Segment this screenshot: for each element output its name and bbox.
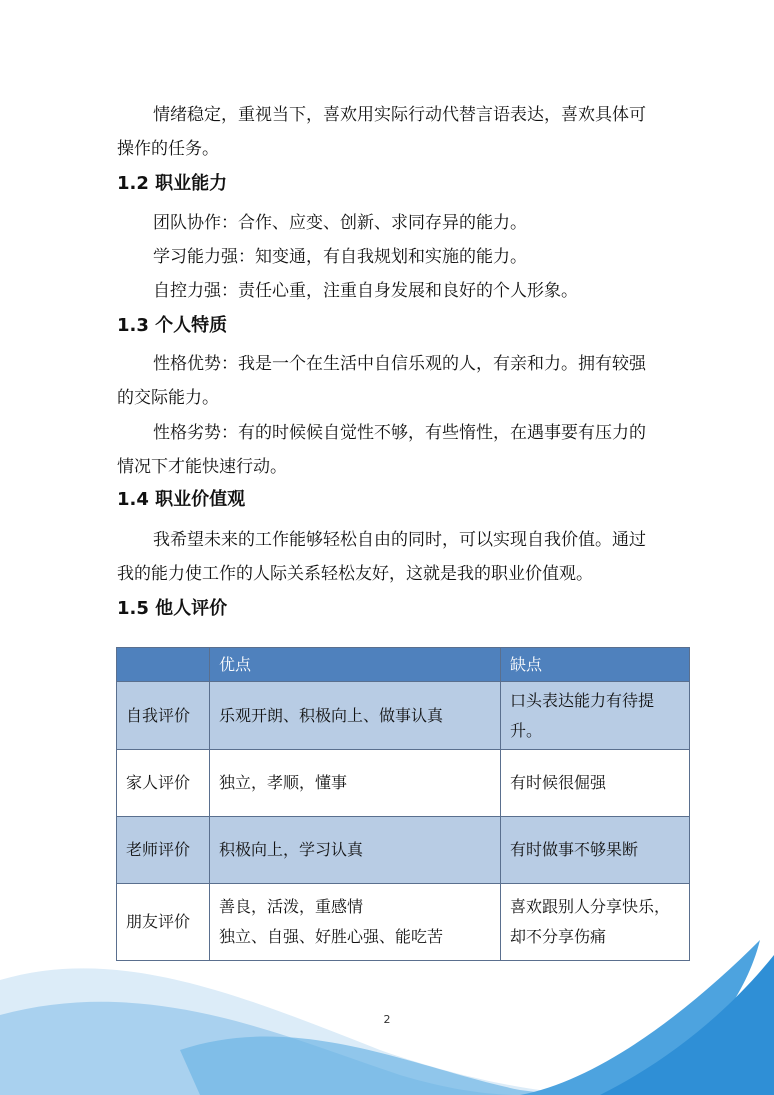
cons-cell: 有时做事不够果断 bbox=[501, 817, 690, 884]
paragraph-selfcontrol: 自控力强：责任心重，注重自身发展和良好的个人形象。 bbox=[153, 281, 578, 301]
paragraph-weakness: 性格劣势：有的时候候自觉性不够，有些惰性，在遇事要有压力的情况下才能快速行动。 bbox=[117, 423, 646, 477]
table-row bbox=[117, 682, 690, 750]
cons-cell: 喜欢跟别人分享快乐，却不分享伤痛 bbox=[501, 884, 690, 961]
table-row bbox=[117, 750, 690, 817]
table-row bbox=[117, 817, 690, 884]
row-label: 家人评价 bbox=[117, 750, 210, 817]
pros-cell: 善良，活泼，重感情 独立、自强、好胜心强、能吃苦 bbox=[210, 884, 501, 961]
paragraph-learning: 学习能力强：知变通，有自我规划和实施的能力。 bbox=[153, 247, 527, 267]
heading-others-evaluation: 1.5 他人评价 bbox=[117, 598, 228, 619]
pros-cell: 积极向上，学习认真 bbox=[210, 817, 501, 884]
header-pros: 优点 bbox=[210, 648, 501, 682]
paragraph-strength: 性格优势：我是一个在生活中自信乐观的人，有亲和力。拥有较强的交际能力。 bbox=[117, 354, 646, 408]
paragraph-values: 我希望未来的工作能够轻松自由的同时，可以实现自我价值。通过我的能力使工作的人际关系轻松友好，这就是我的职业价值观。 bbox=[117, 530, 646, 584]
paragraph-team: 团队协作：合作、应变、创新、求同存异的能力。 bbox=[153, 213, 527, 233]
pros-cell: 独立，孝顺，懂事 bbox=[210, 750, 501, 817]
paragraph-emotion: 情绪稳定，重视当下，喜欢用实际行动代替言语表达，喜欢具体可操作的任务。 bbox=[117, 105, 646, 159]
evaluation-table bbox=[116, 647, 690, 961]
cons-cell: 有时候很倔强 bbox=[501, 750, 690, 817]
heading-career-values: 1.4 职业价值观 bbox=[117, 489, 246, 510]
header-blank bbox=[117, 648, 210, 682]
row-label: 老师评价 bbox=[117, 817, 210, 884]
header-cons: 缺点 bbox=[501, 648, 690, 682]
row-label: 朋友评价 bbox=[117, 884, 210, 961]
heading-career-ability: 1.2 职业能力 bbox=[117, 173, 228, 194]
row-label: 自我评价 bbox=[117, 682, 210, 750]
page-number: 2 bbox=[383, 1013, 391, 1026]
pros-cell: 乐观开朗、积极向上、做事认真 bbox=[210, 682, 501, 750]
table-header-row bbox=[117, 648, 690, 682]
heading-personal-traits: 1.3 个人特质 bbox=[117, 315, 228, 336]
cons-cell: 口头表达能力有待提升。 bbox=[501, 682, 690, 750]
